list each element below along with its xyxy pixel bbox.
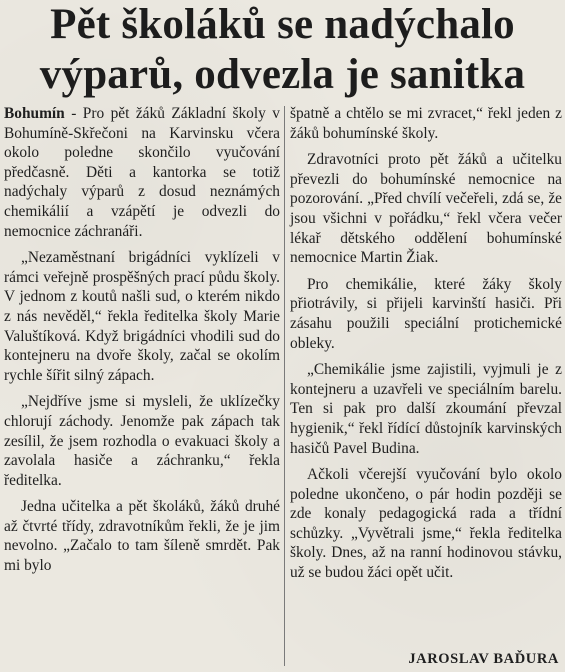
article-paragraph	[4, 104, 280, 241]
headline-line-2: výparů, odvezla je sanitka	[39, 51, 526, 98]
article-paragraph: „Nejdříve jsme si mysleli, že uklízečky chlorují záchody. Jenomže pak zápach tak zesílil, že jsem rozhodla o evakuaci školy a zavolala hasiče a záchranku,“ řekla ředitelka.	[4, 393, 280, 489]
paragraph-text: - Pro pět žáků Základní školy v Bohumíně-Skřečoni na Karvinsku včera okolo poledne skončilo vyučování předčasně. Děti a kantorka se totiž nadýchaly výparů z dosud neznámých chemikálií a vzápětí je odvezli do nemocnice záchranáři.	[4, 105, 280, 240]
article-paragraph: Jedna učitelka a pět školáků, žáků druhé až čtvrté třídy, zdravotníkům řekli, že je jim nevolno. „Začalo to tam šíleně smrdět. Pak mi bylo	[4, 498, 280, 575]
article-paragraph: Pro chemikálie, které žáky školy přiotrávily, si přijeli karvinští hasiči. Při zásahu použili speciální protichemické obleky.	[290, 275, 562, 352]
article-paragraph: „Nezaměstnaní brigádníci vyklízeli v rámci veřejně prospěšných prací půdu školy. V jednom z koutů našli sud, o kterém nikdo z nás nevěděl,“ řekla ředitelka školy Marie Valuštíková. Když brigádníci vhodili sud do kontejneru na dvoře školy, začal se okolím rychle šířit silný zápach.	[4, 249, 280, 384]
article-paragraph: „Chemikálie jsme zajistili, vyjmuli je z kontejneru a uzavřeli ve speciálním barelu. Ten si pak pro další zkoumání převzal hygienik,“ řekl řídící důstojník karvinských hasičů Pavel Budina.	[290, 361, 562, 457]
article-column-left	[4, 104, 280, 583]
article-paragraph: Ačkoli včerejší vyučování bylo okolo poledne ukončeno, o pár hodin později se zde konaly pedagogická rada a třídní schůzky. „Vyvětrali jsme,“ řekla ředitelka školy. Dnes, až na ranní hodinovou stávku, už se budou žáci opět učit.	[290, 466, 562, 582]
column-divider	[284, 106, 285, 666]
article-paragraph: špatně a chtělo se mi zvracet,“ řekl jeden z žáků bohumínské školy.	[290, 105, 562, 142]
author-byline: JAROSLAV BAĎURA	[408, 651, 559, 667]
dateline: Bohumín	[4, 105, 65, 122]
article-paragraph: Zdravotníci proto pět žáků a učitelku převezli do bohumínské nemocnice na pozorování. „Před chvílí večeřeli, zdá se, že jsou všichni v pořádku,“ řekl včera večer lékař dětského oddělení bohumínské nemocnice Martin Žiak.	[290, 151, 562, 267]
headline-line-1: Pět školáků se nadýchalo	[50, 1, 515, 48]
article-column-right	[290, 104, 562, 590]
